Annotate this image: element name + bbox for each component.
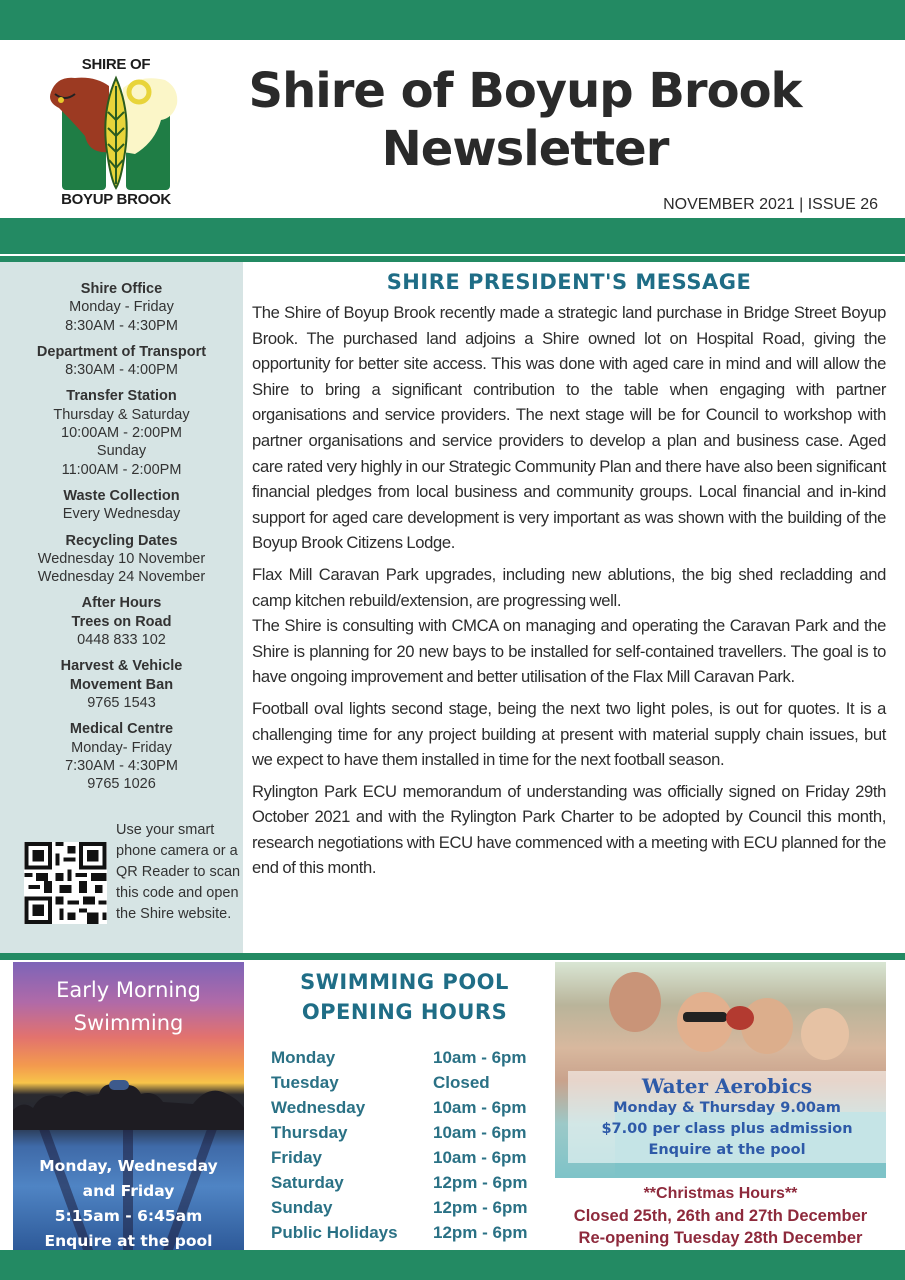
hours-time: 12pm - 6pm: [433, 1223, 528, 1242]
title-line-1: Shire of Boyup Brook: [248, 63, 802, 119]
hours-time: 12pm - 6pm: [433, 1173, 528, 1192]
paragraph-rylington-park: Rylington Park ECU memorandum of understanding was officially signed on Friday 29th October 2021 and with the Rylington Park Charter to be adopted by Council this month, research negotiations with ECU have commenced with a meeting with ECU planned for the end of this month.: [252, 781, 886, 878]
aerobics-schedule: Monday & Thursday 9.00am: [613, 1100, 841, 1116]
issue-date: NOVEMBER 2021 | ISSUE 26: [663, 196, 878, 213]
info-line: 9765 1543: [87, 694, 156, 711]
bottom-green-band: [0, 1250, 905, 1280]
aerobics-price: $7.00 per class plus admission: [601, 1121, 853, 1137]
hours-day: Public Holidays: [271, 1223, 398, 1242]
info-block: [0, 280, 243, 335]
title-line-2: Newsletter: [381, 121, 669, 177]
info-line: 8:30AM - 4:00PM: [65, 362, 178, 379]
info-line: Monday - Friday: [69, 299, 174, 316]
hours-time: 10am - 6pm: [433, 1123, 527, 1142]
section-title: SHIRE PRESIDENT'S MESSAGE: [386, 270, 752, 294]
info-heading: Department of Transport: [36, 343, 207, 360]
christmas-reopening: Re-opening Tuesday 28th December: [578, 1229, 863, 1247]
info-line: 0448 833 102: [77, 632, 166, 649]
top-green-band: [0, 0, 905, 40]
hours-day: Wednesday: [271, 1098, 366, 1117]
paragraph-caravan-upgrades: Flax Mill Caravan Park upgrades, including new ablutions, the big shed recladding and camp kitchen rebuild/extension, are progressing well.: [252, 564, 886, 610]
info-block: [0, 720, 243, 793]
info-block: [0, 532, 243, 587]
tree-silhouette-icon: [13, 1080, 244, 1130]
info-heading: Waste Collection: [63, 487, 180, 504]
pool-opening-hours: [262, 962, 547, 1245]
hours-day: Sunday: [271, 1198, 333, 1217]
info-heading: Medical Centre: [69, 721, 174, 738]
info-heading: Trees on Road: [71, 613, 172, 630]
info-line: Wednesday 24 November: [37, 569, 206, 586]
hours-row: [271, 1120, 547, 1145]
hours-row: [271, 1195, 547, 1220]
info-line: Every Wednesday: [62, 506, 181, 523]
shire-crest-logo: [45, 56, 187, 208]
pool-hours-title: SWIMMING POOL OPENING HOURS: [300, 970, 509, 1024]
early-swimming-poster: [13, 962, 244, 1250]
info-line: 7:30AM - 4:30PM: [65, 757, 178, 774]
hours-day: Saturday: [271, 1173, 344, 1192]
paragraph-land-purchase: The Shire of Boyup Brook recently made a strategic land purchase in Bridge Street Boyup Brook. The purchased land adjoins a Shire owned lot on Hospital Road, giving the opportunity for better site access. This was done with aged care in mind and will allow the Shire to bring a significant contribution to the table when engaging with partner organisations and service providers. The next stage will be for Council to workshop with partner organisations and service providers to develop a plan and business case. Aged care rated very highly in our Strategic Community Plan and there have also been significant financial pledges from local business and community groups. Local financial and in-kind support for aged care development is very important as was shown with the building of the Boyup Brook Citizens Lodge.: [252, 303, 886, 553]
info-line: Thursday & Saturday: [53, 406, 190, 423]
header-green-band: [0, 218, 905, 254]
info-line: 8:30AM - 4:30PM: [65, 317, 178, 334]
info-sidebar: [0, 262, 243, 953]
hours-day: Monday: [271, 1048, 336, 1067]
info-line: Sunday: [96, 443, 147, 460]
info-heading: Shire Office: [80, 281, 163, 297]
early-swim-title: Early Morning Swimming: [56, 978, 201, 1035]
info-block: [0, 487, 243, 524]
hours-time: 10am - 6pm: [433, 1148, 527, 1167]
info-heading: Recycling Dates: [65, 532, 178, 549]
qr-code-icon[interactable]: [24, 842, 107, 924]
hours-row: [271, 1045, 547, 1070]
info-block: [0, 387, 243, 478]
water-aerobics-poster: [555, 962, 886, 1178]
hours-row: [271, 1220, 547, 1245]
hours-row: [271, 1070, 547, 1095]
hours-day: Tuesday: [271, 1073, 339, 1092]
logo-bottom-text: BOYUP BROOK: [61, 191, 171, 208]
info-line: 10:00AM - 2:00PM: [61, 425, 182, 442]
mid-green-divider: [0, 953, 905, 960]
info-blocks: [0, 262, 243, 793]
paragraph-football-lights: Football oval lights second stage, being the next two light poles, is out for quotes. It is a challenging time for any project building at present with material supply chain issues, but we expect to have them installed in time for the next football season.: [252, 698, 886, 770]
logo-top-text: SHIRE OF: [81, 56, 151, 73]
hours-time: 12pm - 6pm: [433, 1198, 528, 1217]
info-line: Wednesday 10 November: [37, 550, 206, 567]
christmas-closed: Closed 25th, 26th and 27th December: [573, 1207, 868, 1225]
aerobics-enquire: Enquire at the pool: [648, 1142, 806, 1158]
hours-table: [262, 1045, 547, 1245]
paragraph-cmca: The Shire is consulting with CMCA on managing and operating the Caravan Park and the Shire is planning for 20 new bays to be installed for self-contained travellers. The goal is to have ongoing improvement and better utilisation of the Flax Mill Caravan Park.: [252, 616, 886, 687]
qr-instructions: Use your smart phone camera or a QR Reader to scan this code and open the Shire website.: [116, 822, 241, 922]
hours-row: [271, 1145, 547, 1170]
presidents-message: [252, 270, 886, 881]
hours-row: [271, 1170, 547, 1195]
info-block: [0, 594, 243, 649]
info-line: Monday- Friday: [71, 739, 172, 756]
info-heading: After Hours: [81, 595, 162, 612]
info-line: 11:00AM - 2:00PM: [61, 461, 182, 478]
aerobics-title: Water Aerobics: [641, 1074, 813, 1098]
info-heading: Harvest & Vehicle: [60, 658, 183, 675]
christmas-title: **Christmas Hours**: [643, 1185, 798, 1202]
info-line: 9765 1026: [87, 776, 156, 793]
christmas-hours: [555, 1183, 886, 1249]
newsletter-title: [200, 62, 850, 178]
early-swim-details: Monday, Wednesday and Friday 5:15am - 6:45am Enquire at the pool: [39, 1157, 218, 1250]
crest-icon: [45, 72, 187, 192]
hours-time: Closed: [433, 1073, 490, 1092]
hours-day: Thursday: [271, 1123, 348, 1142]
hours-row: [271, 1095, 547, 1120]
hours-time: 10am - 6pm: [433, 1048, 527, 1067]
hours-time: 10am - 6pm: [433, 1098, 527, 1117]
info-block: [0, 343, 243, 380]
aerobics-info-box: [568, 1071, 886, 1163]
hours-day: Friday: [271, 1148, 323, 1167]
info-heading: Transfer Station: [66, 388, 177, 405]
info-block: [0, 657, 243, 712]
info-heading: Movement Ban: [69, 676, 174, 693]
